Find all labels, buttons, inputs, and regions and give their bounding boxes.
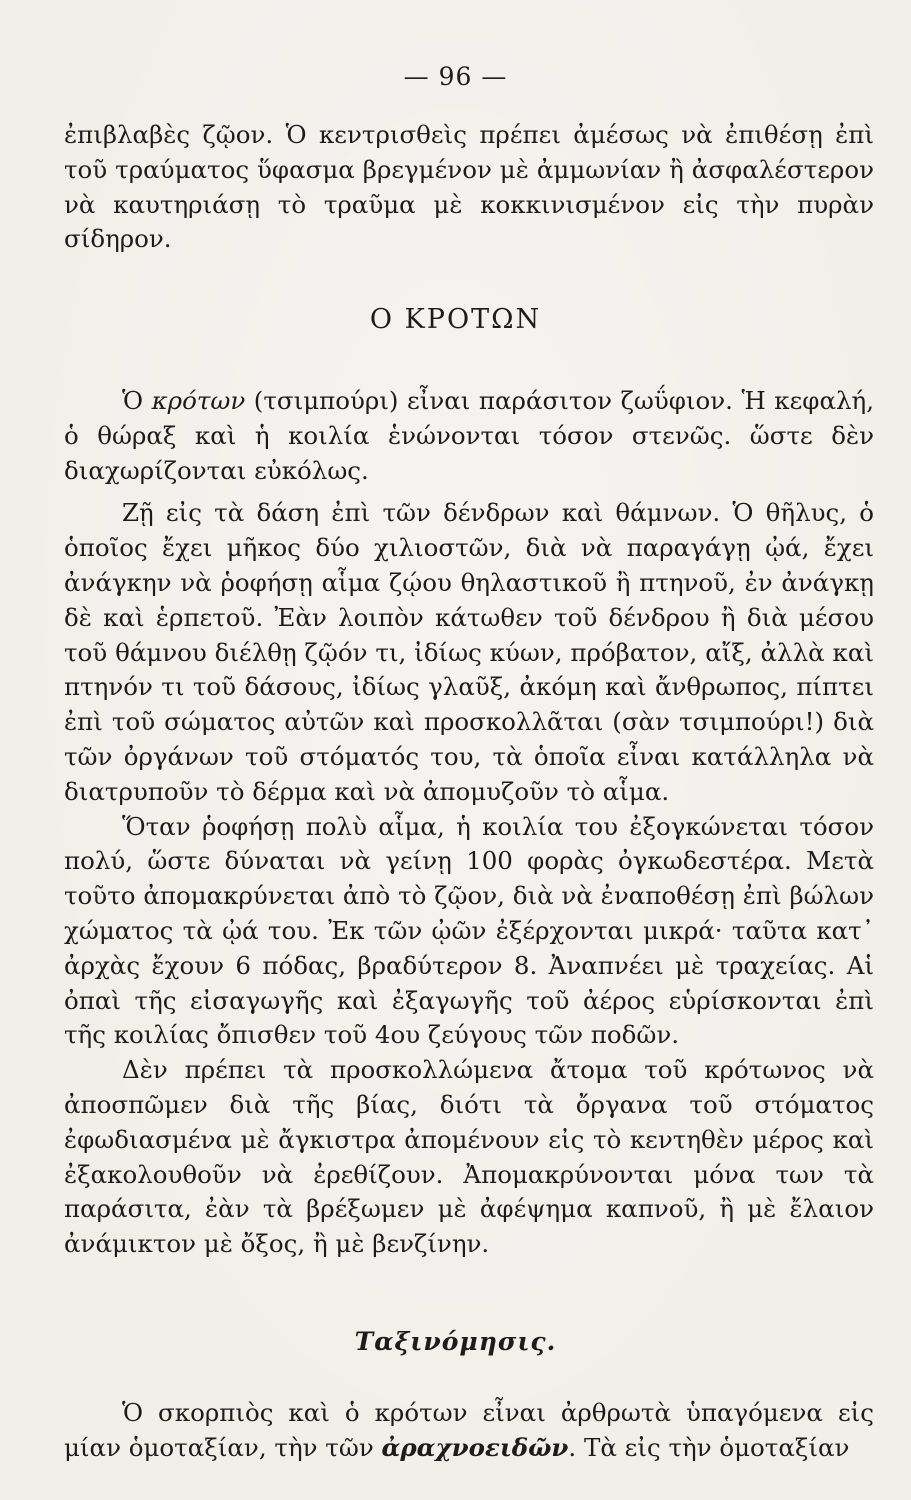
intro-paragraph-block — [64, 118, 874, 257]
section-title: Ο ΚΡΟΤΩΝ — [369, 304, 542, 335]
page-number: — 96 — — [403, 62, 508, 91]
term-arachnids: ἀραχνοειδῶν — [381, 1432, 569, 1462]
classification-block — [64, 1396, 874, 1466]
paragraph-feeding: Ὅταν ῥοφήσῃ πολὺ αἷμα, ἡ κοιλία του ἐξογκώνεται τόσον πολύ, ὥστε δύναται νὰ γείνῃ 100 φορὰς ὀγκωδεστέρα. Μετὰ τοῦτο ἀπομακρύνεται ἀπὸ τὸ ζῷον, διὰ νὰ ἐναποθέσῃ ἐπὶ βώλων χώματος τὰ ᾠά του. Ἐκ τῶν ᾠῶν ἐξέρχονται μικρά· ταῦτα κατ᾿ ἀρχὰς ἔχουν 6 πόδας, βραδύτερον 8. Ἀναπνέει μὲ τραχείας. Αἱ ὀπαὶ τῆς εἰσαγωγῆς καὶ ἐξαγωγῆς τοῦ ἀέρος εὑρίσκονται ἐπὶ τῆς κοιλίας ὄπισθεν τοῦ 4ου ζεύγους τῶν ποδῶν. — [64, 811, 874, 1050]
paragraph-classification-text: Ὁ σκορπιὸς καὶ ὁ κρότων εἶναι ἀρθρωτὰ ὑπαγόμενα εἰς μίαν ὁμοταξίαν, τὴν τῶν — [64, 1398, 874, 1462]
intro-paragraph: ἐπιβλαβὲς ζῷον. Ὁ κεντρισθεὶς πρέπει ἀμέσως νὰ ἐπιθέσῃ ἐπὶ τοῦ τραύματος ὕφασμα βρεγμένον μὲ ἀμμωνίαν ἢ ἀσφαλέστερον νὰ καυτηριάσῃ τὸ τραῦμα μὲ κοκκινισμένον εἰς τὴν πυρὰν σίδηρον. — [64, 120, 874, 254]
main-text-block — [64, 384, 874, 1262]
paragraph-definition — [64, 384, 874, 488]
paragraph-habitat: Ζῇ εἰς τὰ δάση ἐπὶ τῶν δένδρων καὶ θάμνων. Ὁ θῆλυς, ὁ ὁποῖος ἔχει μῆκος δύο χιλιοστῶν, διὰ νὰ παραγάγῃ ᾠά, ἔχει ἀνάγκην νὰ ῥοφήσῃ αἷμα ζῴου θηλαστικοῦ ἢ πτηνοῦ, ἐν ἀνάγκῃ δὲ καὶ ἑρπετοῦ. Ἐὰν λοιπὸν κάτωθεν τοῦ δένδρου ἢ διὰ μέσου τοῦ θάμνου διέλθῃ ζῷόν τι, ἰδίως κύων, πρόβατον, αἴξ, ἀλλὰ καὶ πτηνόν τι τοῦ δάσους, ἰδίως γλαῦξ, ἀκόμη καὶ ἄνθρωπος, πίπτει ἐπὶ τοῦ σώματος αὐτῶν καὶ προσκολλᾶται (σὰν τσιμπούρι!) διὰ τῶν ὀργάνων τοῦ στόματός του, τὰ ὁποῖα εἶναι κατάλληλα νὰ διατρυποῦν τὸ δέρμα καὶ νὰ ἀπομυζοῦν τὸ αἷμα. — [64, 498, 874, 806]
paragraph-classification-tail: . Τὰ εἰς τὴν ὁμοταξίαν — [568, 1432, 850, 1462]
term-kroton: κρότων — [151, 386, 246, 415]
paragraph-classification — [64, 1396, 874, 1466]
paragraph-definition-lead: Ὁ — [122, 386, 152, 415]
subsection-title: Ταξινόμησις. — [354, 1327, 557, 1356]
paragraph-removal: Δὲν πρέπει τὰ προσκολλώμενα ἄτομα τοῦ κρότωνος νὰ ἀποσπῶμεν διὰ τῆς βίας, διότι τὰ ὄργανα τοῦ στόματος ἐφωδιασμένα μὲ ἄγκιστρα ἀπομένουν εἰς τὸ κεντηθὲν μέρος καὶ ἐξακολουθοῦν νὰ ἐρεθίζουν. Ἀπομακρύνονται μόνα των τὰ παράσιτα, ἐὰν τὰ βρέξωμεν μὲ ἀφέψημα καπνοῦ, ἢ μὲ ἔλαιον ἀνάμικτον μὲ ὄξος, ἢ μὲ βενζίνην. — [64, 1055, 874, 1259]
paragraph-definition-rest: (τσιμπούρι) εἶναι παράσιτον ζωΰφιον. Ἡ κεφαλή, ὁ θώραξ καὶ ἡ κοιλία ἑνώνονται τόσον στενῶς. ὥστε δὲν διαχωρίζονται εὐκόλως. — [64, 386, 875, 485]
